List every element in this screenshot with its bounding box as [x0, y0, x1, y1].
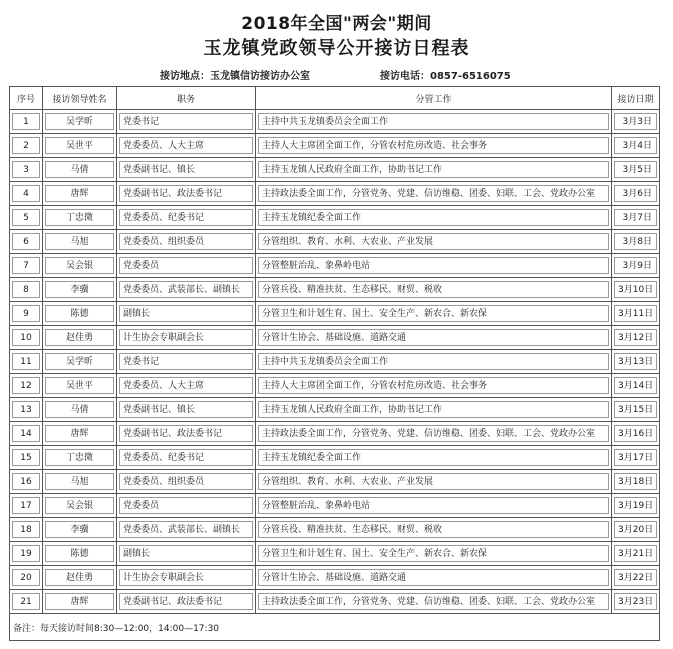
table-row: [10, 590, 660, 614]
note-row: [10, 614, 660, 641]
leader-position: 副镇长: [119, 305, 253, 322]
table-row: [10, 206, 660, 230]
table-row: [10, 182, 660, 206]
responsibility: 主持人大主席团全面工作，分管农村危房改造、社会事务: [258, 137, 609, 154]
leader-position: 党委副书记、政法委书记: [119, 425, 253, 442]
table-header-row: [10, 87, 660, 110]
leader-name: 赵佳勇: [45, 569, 114, 586]
table-row: [10, 494, 660, 518]
leader-name: 吴学昕: [45, 113, 114, 130]
responsibility: 分管计生协会、基础设施、道路交通: [258, 569, 609, 586]
reception-date: 3月14日: [614, 377, 657, 394]
leader-name: 陈德: [45, 545, 114, 562]
leader-name: 丁忠微: [45, 449, 114, 466]
reception-date: 3月17日: [614, 449, 657, 466]
leader-name: 吴学昕: [45, 353, 114, 370]
row-number: 13: [12, 401, 40, 418]
table-row: [10, 230, 660, 254]
leader-position: 党委委员、人大主席: [119, 137, 253, 154]
leader-position: 计生协会专职副会长: [119, 329, 253, 346]
table-row: [10, 398, 660, 422]
leader-name: 丁忠微: [45, 209, 114, 226]
row-number: 14: [12, 425, 40, 442]
leader-position: 计生协会专职副会长: [119, 569, 253, 586]
responsibility: 分管计生协会、基础设施、道路交通: [258, 329, 609, 346]
leader-name: 马旭: [45, 233, 114, 250]
leader-position: 党委委员、纪委书记: [119, 449, 253, 466]
leader-position: 副镇长: [119, 545, 253, 562]
header-name: 接访领导姓名: [43, 87, 117, 110]
reception-date: 3月7日: [614, 209, 657, 226]
table-row: [10, 110, 660, 134]
document-title-line1: 2018年全国"两会"期间: [241, 14, 432, 34]
row-number: 15: [12, 449, 40, 466]
responsibility: 主持政法委全面工作，分管党务、党建、信访维稳、团委、妇联、工会、党政办公室: [258, 425, 609, 442]
leader-name: 吴世平: [45, 137, 114, 154]
table-row: [10, 302, 660, 326]
table-row: [10, 374, 660, 398]
row-number: 16: [12, 473, 40, 490]
reception-date: 3月23日: [614, 593, 657, 610]
table-row: [10, 566, 660, 590]
responsibility: 主持玉龙镇纪委全面工作: [258, 449, 609, 466]
leader-position: 党委副书记、政法委书记: [119, 593, 253, 610]
note-text: 备注：每天接访时间8:30—12:00，14:00—17:30: [10, 614, 660, 641]
row-number: 2: [12, 137, 40, 154]
responsibility: 主持政法委全面工作，分管党务、党建、信访维稳、团委、妇联、工会、党政办公室: [258, 185, 609, 202]
reception-phone: 接访电话：0857-6516075: [380, 71, 511, 82]
responsibility: 主持人大主席团全面工作，分管农村危房改造、社会事务: [258, 377, 609, 394]
schedule-table: [9, 86, 660, 641]
leader-name: 吴会银: [45, 497, 114, 514]
reception-date: 3月15日: [614, 401, 657, 418]
leader-name: 唐辉: [45, 425, 114, 442]
responsibility: 主持中共玉龙镇委员会全面工作: [258, 353, 609, 370]
leader-position: 党委副书记、政法委书记: [119, 185, 253, 202]
reception-date: 3月18日: [614, 473, 657, 490]
leader-position: 党委委员、武装部长、副镇长: [119, 521, 253, 538]
row-number: 8: [12, 281, 40, 298]
row-number: 1: [12, 113, 40, 130]
responsibility: 主持中共玉龙镇委员会全面工作: [258, 113, 609, 130]
leader-position: 党委副书记、镇长: [119, 161, 253, 178]
responsibility: 主持玉龙镇纪委全面工作: [258, 209, 609, 226]
row-number: 21: [12, 593, 40, 610]
header-position: 职务: [117, 87, 256, 110]
reception-date: 3月13日: [614, 353, 657, 370]
reception-date: 3月10日: [614, 281, 657, 298]
table-row: [10, 254, 660, 278]
row-number: 11: [12, 353, 40, 370]
reception-address: 接访地点：玉龙镇信访接访办公室: [160, 71, 310, 82]
leader-name: 陈德: [45, 305, 114, 322]
table-row: [10, 134, 660, 158]
row-number: 6: [12, 233, 40, 250]
responsibility: 分管卫生和计划生育、国土、安全生产、新农合、新农保: [258, 545, 609, 562]
row-number: 18: [12, 521, 40, 538]
leader-name: 马倩: [45, 161, 114, 178]
leader-name: 吴会银: [45, 257, 114, 274]
leader-name: 李骥: [45, 521, 114, 538]
leader-name: 赵佳勇: [45, 329, 114, 346]
header-work: 分管工作: [256, 87, 612, 110]
responsibility: 主持政法委全面工作，分管党务、党建、信访维稳、团委、妇联、工会、党政办公室: [258, 593, 609, 610]
reception-date: 3月4日: [614, 137, 657, 154]
table-row: [10, 278, 660, 302]
table-row: [10, 158, 660, 182]
row-number: 17: [12, 497, 40, 514]
header-date: 接访日期: [612, 87, 660, 110]
table-row: [10, 542, 660, 566]
reception-date: 3月19日: [614, 497, 657, 514]
responsibility: 分管组织、教育、水利、大农业、产业发展: [258, 233, 609, 250]
table-row: [10, 350, 660, 374]
leader-name: 马倩: [45, 401, 114, 418]
row-number: 3: [12, 161, 40, 178]
responsibility: 分管整脏治乱、象鼻岭电站: [258, 497, 609, 514]
table-row: [10, 446, 660, 470]
responsibility: 分管组织、教育、水利、大农业、产业发展: [258, 473, 609, 490]
reception-date: 3月6日: [614, 185, 657, 202]
reception-date: 3月22日: [614, 569, 657, 586]
leader-name: 马旭: [45, 473, 114, 490]
leader-name: 唐辉: [45, 593, 114, 610]
leader-position: 党委委员、人大主席: [119, 377, 253, 394]
row-number: 4: [12, 185, 40, 202]
table-row: [10, 422, 660, 446]
leader-position: 党委委员、武装部长、副镇长: [119, 281, 253, 298]
leader-name: 吴世平: [45, 377, 114, 394]
table-row: [10, 518, 660, 542]
responsibility: 分管兵役、精准扶贫、生态移民、财贸、税收: [258, 521, 609, 538]
reception-date: 3月20日: [614, 521, 657, 538]
reception-date: 3月16日: [614, 425, 657, 442]
responsibility: 分管兵役、精准扶贫、生态移民、财贸、税收: [258, 281, 609, 298]
row-number: 5: [12, 209, 40, 226]
row-number: 19: [12, 545, 40, 562]
leader-position: 党委委员、纪委书记: [119, 209, 253, 226]
reception-date: 3月12日: [614, 329, 657, 346]
responsibility: 主持玉龙镇人民政府全面工作，协助书记工作: [258, 161, 609, 178]
row-number: 20: [12, 569, 40, 586]
reception-date: 3月5日: [614, 161, 657, 178]
reception-date: 3月8日: [614, 233, 657, 250]
document-title-line2: 玉龙镇党政领导公开接访日程表: [203, 38, 470, 59]
table-row: [10, 326, 660, 350]
responsibility: 分管整脏治乱、象鼻岭电站: [258, 257, 609, 274]
leader-position: 党委书记: [119, 113, 253, 130]
table-row: [10, 470, 660, 494]
header-no: 序号: [10, 87, 43, 110]
leader-name: 唐辉: [45, 185, 114, 202]
responsibility: 主持玉龙镇人民政府全面工作，协助书记工作: [258, 401, 609, 418]
responsibility: 分管卫生和计划生育、国土、安全生产、新农合、新农保: [258, 305, 609, 322]
row-number: 12: [12, 377, 40, 394]
reception-date: 3月3日: [614, 113, 657, 130]
leader-position: 党委副书记、镇长: [119, 401, 253, 418]
row-number: 10: [12, 329, 40, 346]
row-number: 7: [12, 257, 40, 274]
reception-date: 3月9日: [614, 257, 657, 274]
leader-position: 党委委员: [119, 497, 253, 514]
reception-date: 3月11日: [614, 305, 657, 322]
leader-position: 党委委员、组织委员: [119, 473, 253, 490]
leader-name: 李骥: [45, 281, 114, 298]
leader-position: 党委委员、组织委员: [119, 233, 253, 250]
leader-position: 党委书记: [119, 353, 253, 370]
row-number: 9: [12, 305, 40, 322]
leader-position: 党委委员: [119, 257, 253, 274]
reception-date: 3月21日: [614, 545, 657, 562]
